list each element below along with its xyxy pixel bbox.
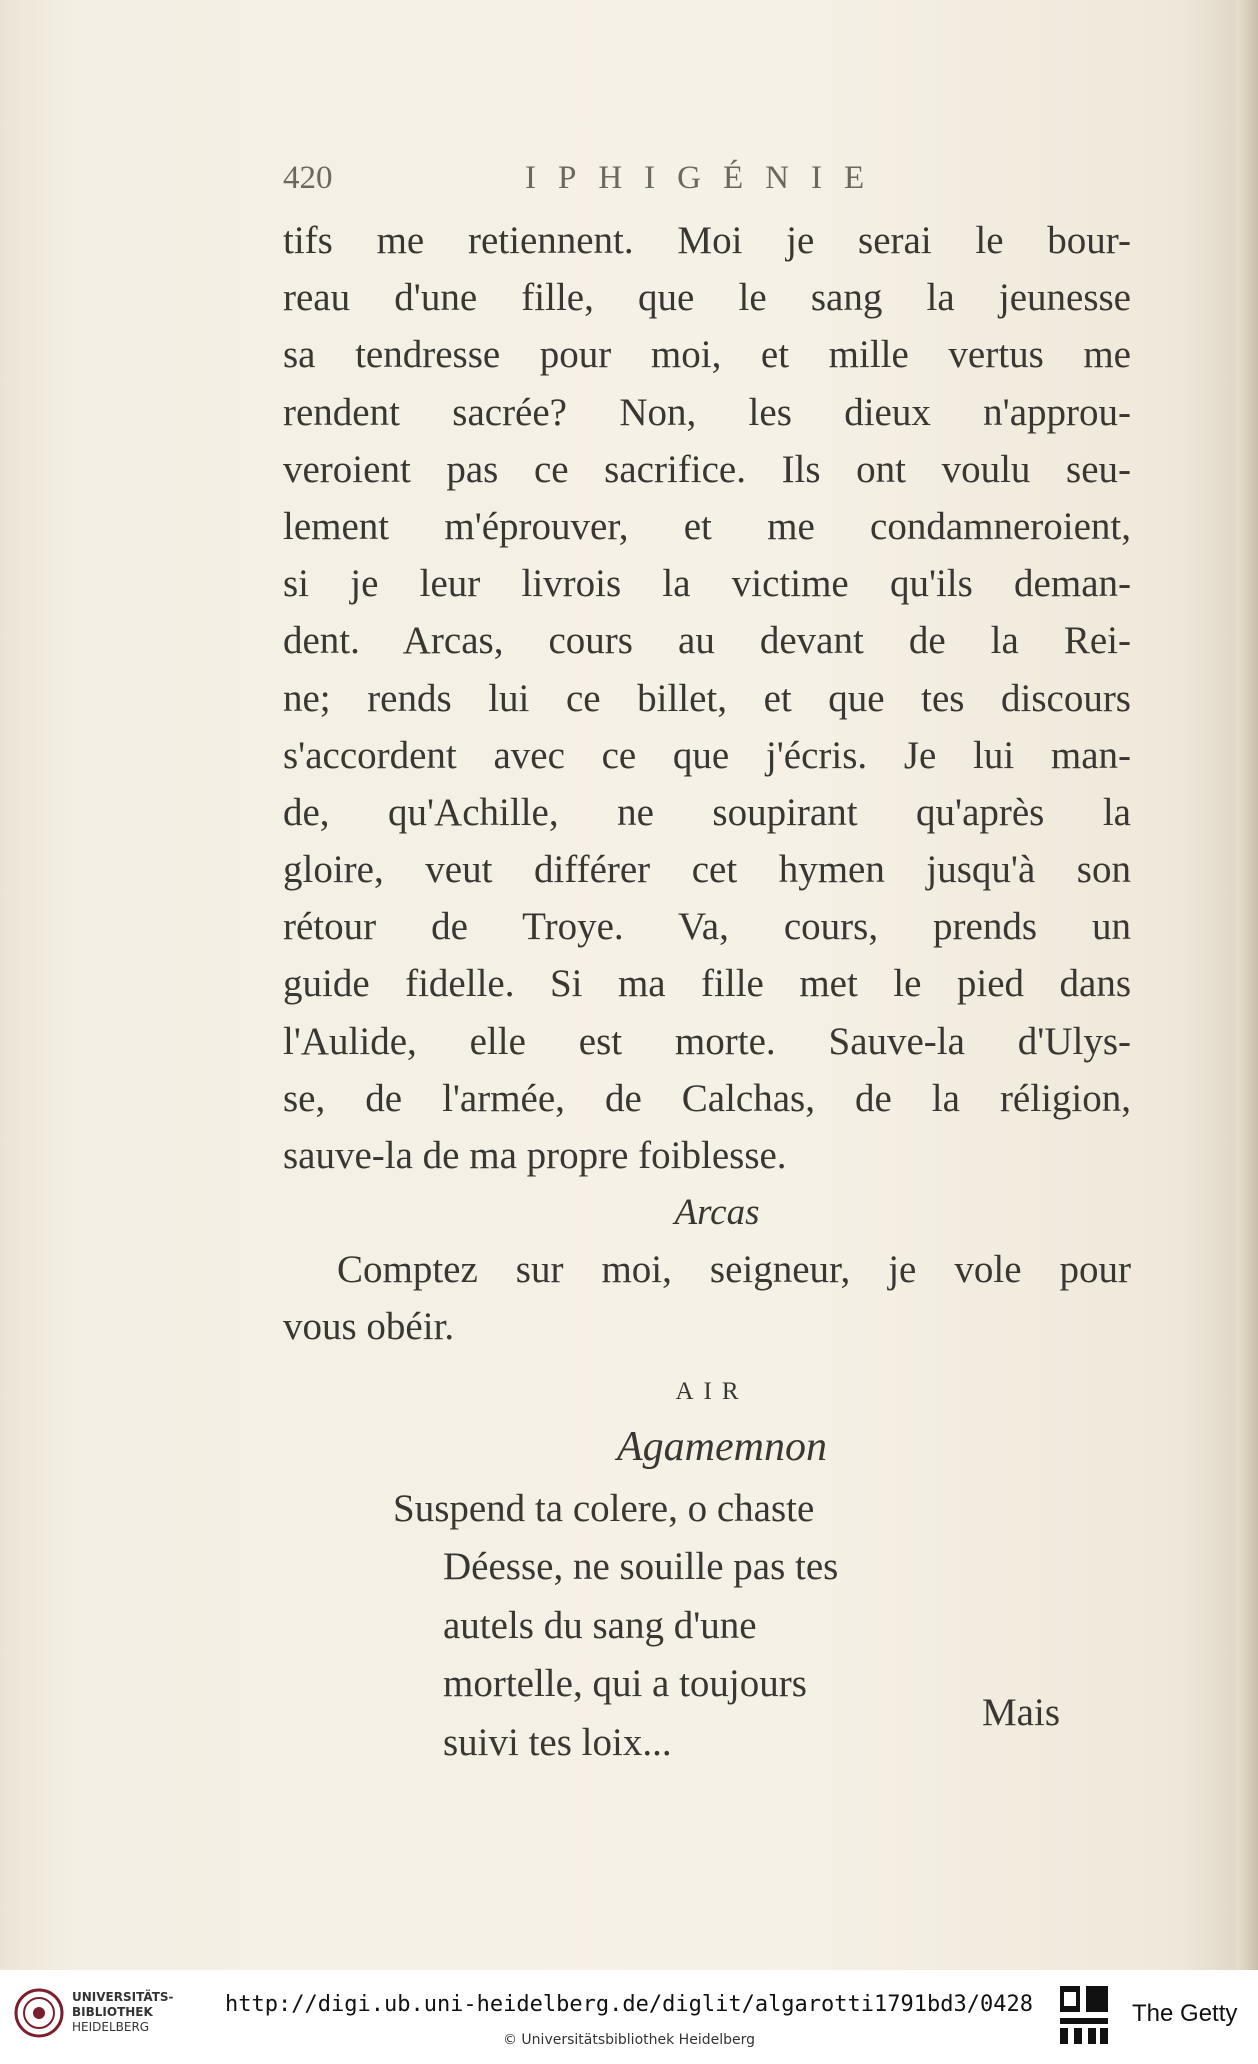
- text-line: guide fidelle. Si ma fille met le pied dans: [283, 962, 1131, 1006]
- text-line: de, qu'Achille, ne soupirant qu'après la: [283, 790, 1131, 834]
- verse-line: autels du sang d'une: [443, 1603, 757, 1647]
- partner-name: The Getty: [1132, 2000, 1238, 2027]
- text-line: veroient pas ce sacrifice. Ils ont voulu seu-: [283, 447, 1131, 491]
- text-line: ne; rends lui ce billet, et que tes discours: [283, 676, 1131, 720]
- text-line: s'accordent avec ce que j'écris. Je lui man-: [283, 733, 1131, 777]
- permalink[interactable]: http://digi.ub.uni-heidelberg.de/diglit/algarotti1791bd3/0428: [225, 1992, 1033, 2017]
- speaker-name: Agamemnon: [617, 1423, 827, 1470]
- text-line: sauve-la de ma propre foiblesse.: [283, 1134, 787, 1177]
- verse-line: Déesse, ne souille pas tes: [443, 1545, 839, 1589]
- reply-line: vous obéir.: [283, 1305, 455, 1349]
- library-name: UNIVERSITÄTS- BIBLIOTHEK HEIDELBERG: [72, 1990, 174, 2034]
- body-text: [283, 212, 1131, 1772]
- verse-line: suivi tes loix...: [443, 1720, 672, 1764]
- text-line: sa tendresse pour moi, et mille vertus me: [283, 333, 1131, 377]
- text-line: tifs me retiennent. Moi je serai le bour-: [283, 219, 1131, 262]
- text-line: lement m'éprouver, et me condamneroient,: [283, 504, 1131, 548]
- page-number: 420: [283, 160, 333, 196]
- reply-line: Comptez sur moi, seigneur, je vole pour: [337, 1248, 1131, 1292]
- copyright-notice: © Universitätsbibliothek Heidelberg: [502, 2032, 755, 2048]
- verse-line: mortelle, qui a toujours: [443, 1662, 807, 1706]
- catchword: Mais: [982, 1691, 1060, 1734]
- verse-line: Suspend ta colere, o chaste: [393, 1486, 815, 1530]
- text-line: si je leur livrois la victime qu'ils deman-: [283, 562, 1131, 606]
- text-line: rendent sacrée? Non, les dieux n'approu-: [283, 390, 1131, 434]
- footer-bar: [0, 1970, 1258, 2064]
- getty-logo-icon: [1058, 1984, 1110, 2046]
- page-header: [283, 160, 1163, 210]
- running-title: IPHIGÉNIE: [525, 160, 887, 196]
- text-line: dent. Arcas, cours au devant de la Rei-: [283, 619, 1131, 663]
- page-edge: [1236, 0, 1258, 1970]
- text-line: reau d'une fille, que le sang la jeunesse: [283, 276, 1131, 320]
- text-line: l'Aulide, elle est morte. Sauve-la d'Ulys-: [283, 1019, 1131, 1063]
- speaker-name: Arcas: [674, 1192, 760, 1234]
- text-line: gloire, veut différer cet hymen jusqu'à son: [283, 848, 1131, 892]
- text-line: se, de l'armée, de Calchas, de la réligion,: [283, 1076, 1131, 1120]
- text-line: rétour de Troye. Va, cours, prends un: [283, 905, 1131, 949]
- air-heading: AIR: [675, 1377, 749, 1405]
